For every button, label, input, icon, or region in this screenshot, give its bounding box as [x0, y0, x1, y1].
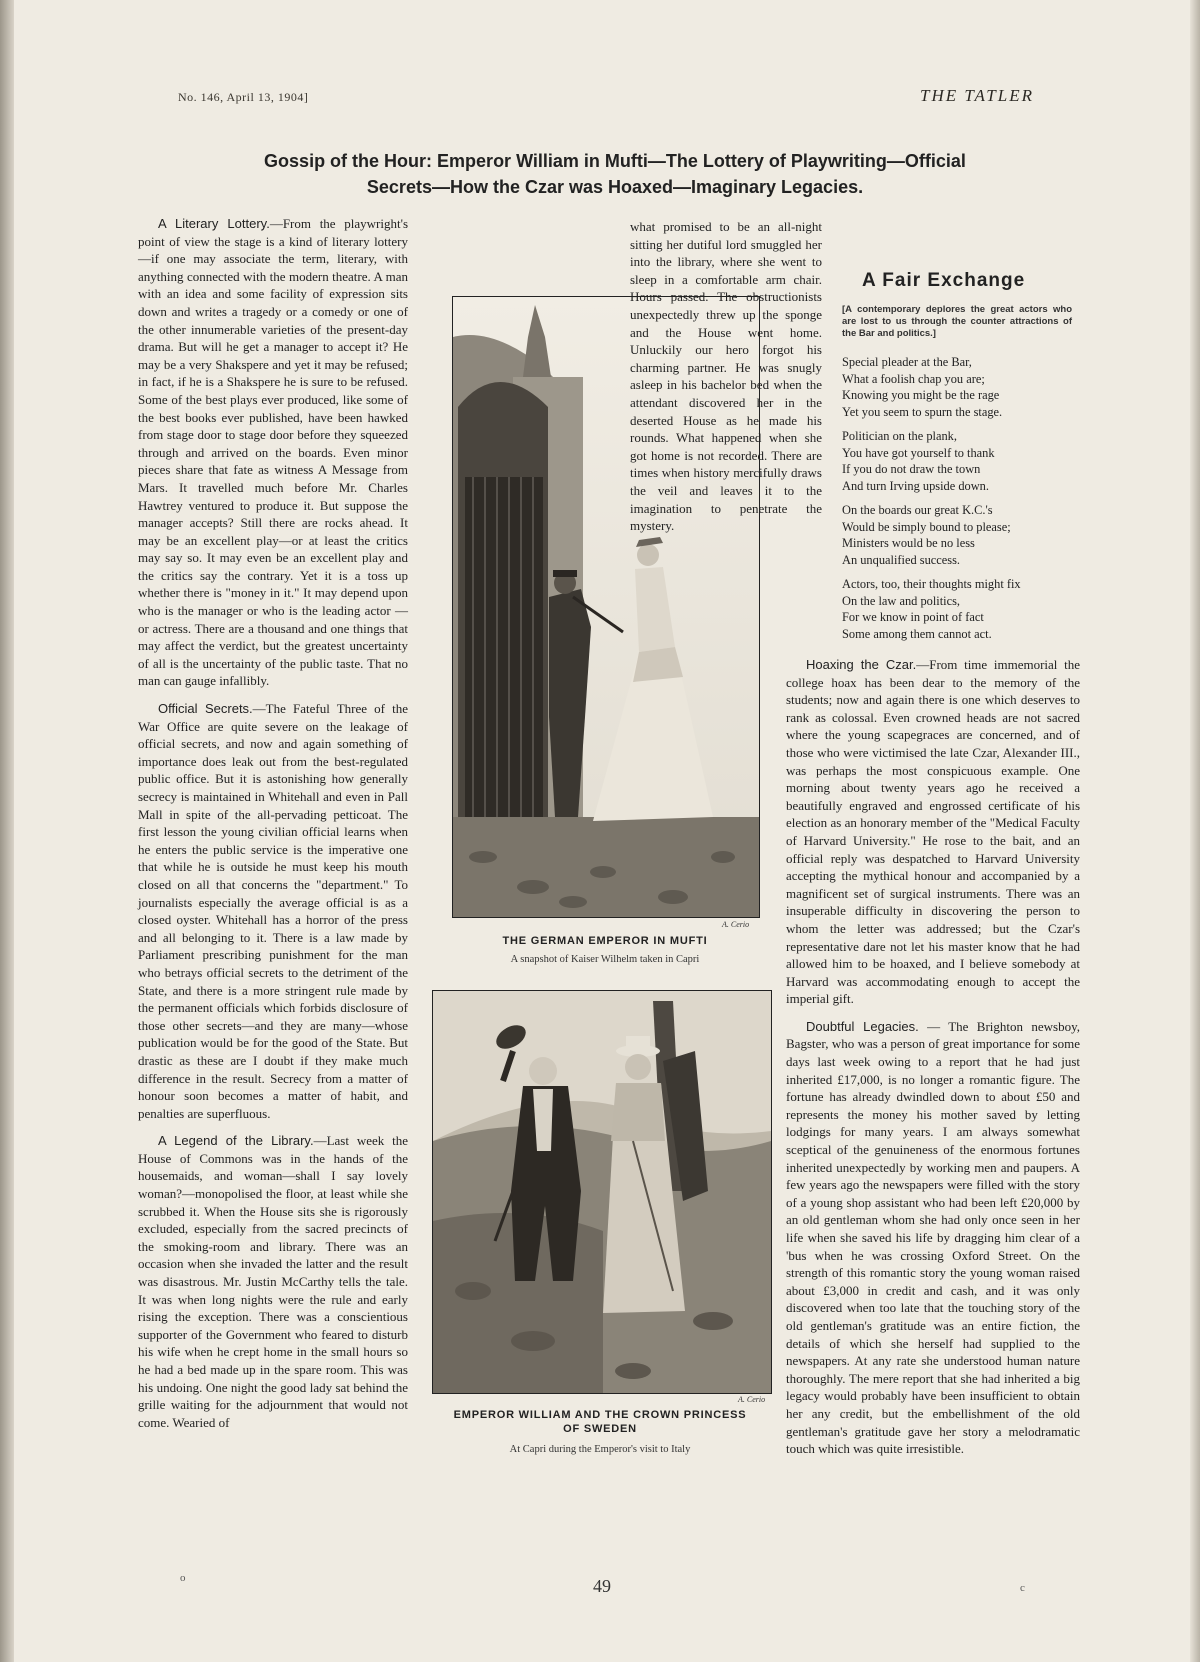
poem-stanza	[842, 502, 1092, 568]
article-hoaxing-czar	[786, 656, 1080, 1008]
photo-subcaption: A snapshot of Kaiser Wilhelm taken in Capri	[510, 954, 700, 965]
poem-note: [A contemporary deplores the great actors who are lost to us through the counter attractions of the Bar and politics.]	[842, 304, 1072, 339]
column-left	[138, 215, 408, 1441]
poem-line: Would be simply bound to please;	[842, 519, 1011, 534]
article-body: —Last week the House of Commons was in the hands of the housemaids, and woman—shall I say lovely woman?—monopolised the floor, at least while she scrubbed it. When the House sits she is rigorously excluded, especially from the sacred precincts of the smoking-room and library. There was an occasion when she invaded the latter and the result was disastrous. Mr. Justin McCarthy tells the tale. It was when long nights were the rule and early rising the exception. There was a conscientious supporter of the Government who feared to disturb his wife when he crept home in the small hours so he had a bed made up in the spare room. This was his undoing. One night the good lady sat behind the grille waiting for the adjournment that would not come. Wearied of	[138, 1133, 408, 1430]
poem-line: What a foolish chap you are;	[842, 371, 985, 386]
article-official-secrets	[138, 700, 408, 1122]
page-mark-right: c	[1020, 1582, 1025, 1594]
poem-line: An unqualified success.	[842, 552, 961, 567]
poem-line: Ministers would be no less	[842, 536, 975, 550]
photo-caption-line-1: EMPEROR WILLIAM AND THE CROWN PRINCESS	[453, 1409, 747, 1421]
article-body: —From the playwright's point of view the stage is a kind of literary lottery—if one may associate the term, literary, with anything connected with the modern theatre. A man with an idea and some facility of expression sits down and writes a tragedy or a comedy or one of the other innumerable varieties of the present-day drama. But will he get a manager to accept it? He may be a very Shakspere and yet it may be refused; in fact, if he is a Shakspere he is sure to be refused. Some of the best plays ever produced, like some of the best books ever published, have been hawked from stage door to stage door before they squeezed through and arrived on the boards. Even minor pieces share that fate as witness A Message from Mars. It travelled much before Mr. Charles Hawtrey ventured to produce it. But suppose the manager accepts? Still there are rocks ahead. It may be an excellent play—or at least the critics may say so. It may even be an excellent play and the critics say the contrary. Yet it is a toss up whether there is "money in it." It may depend upon who is the manager or who is the leading actor —or actress. There are a thousand and one things that may affect the verdict, but the greatest uncertainty of all is the uncertainty of the public taste. That no man can gauge infallibly.	[138, 216, 409, 689]
poem-line: Some among them cannot act.	[842, 626, 992, 641]
poem-line: Actors, too, their thoughts might fix	[842, 577, 1021, 591]
photo-emperor-and-princess	[432, 990, 772, 1394]
poem-line: You have got yourself to thank	[842, 445, 995, 460]
poem-line: If you do not draw the town	[842, 462, 981, 476]
page-mark-left: o	[180, 1572, 186, 1584]
photo-caption: THE GERMAN EMPEROR IN MUFTI	[502, 935, 708, 947]
poem-line: Knowing you might be the rage	[842, 388, 1000, 402]
poem-line: And turn Irving upside down.	[842, 478, 989, 493]
poem-line: For we know in point of fact	[842, 610, 984, 624]
poem-stanza	[842, 354, 1092, 420]
article-lead: A Legend of the Library.	[158, 1133, 314, 1149]
article-library-continued: what promised to be an all-night sitting her dutiful lord smuggled her into the library, where she went to sleep in a comfortable arm chair. Hours passed. The obstructionists unexpectedly threw up the sponge and the House went home. Unluckily our hero forgot his charming partner. He was snugly asleep in his bachelor bed when the attendant discovered her in the deserted House as he made his rounds. What happened when she got home is not recorded. There are times when history mercifully draws the veil and leaves it to the imagination to penetrate the mystery.	[630, 219, 822, 534]
poem-line: Special pleader at the Bar,	[842, 355, 972, 369]
headline-line-2: Secrets—How the Czar was Hoaxed—Imaginary Legacies.	[366, 177, 864, 197]
article-literary-lottery	[138, 215, 408, 690]
poem-stanza	[842, 576, 1092, 642]
poem-body	[842, 354, 1092, 650]
article-lead: Doubtful Legacies.	[806, 1018, 919, 1034]
article-body: —From time immemorial the college hoax has been dear to the memory of the students; now and again there is one which deserves to rank as colossal. Even crowned heads are not sacred where the young scapegraces are concerned, and of those who were victimised the late Czar, Alexander III., was perhaps the most conspicuous example. One morning about twenty years ago he received a beautifully engraved and engrossed certificate of his election as an honorary member of the "Medical Faculty of Harvard University." He rose to the bait, and an official reply was despatched to Harvard University accepting the mythical honour and accompanied by a magnificent set of surgical instruments. There was an insuperable difficulty in discovering the person to whom the letter was addressed; but the Czar's representative dare not let his master know that he had allowed him to be hoaxed, and I believe somebody at Harvard was accommodating enough to accept the imperial gift.	[786, 657, 1080, 1007]
page-right-edge	[1190, 0, 1200, 1662]
photo-caption-line-2: OF SWEDEN	[563, 1423, 637, 1435]
poem-line: Yet you seem to spurn the stage.	[842, 404, 1003, 419]
article-legend-library	[138, 1132, 408, 1431]
column-right-lower	[786, 656, 1080, 1468]
page-spine	[0, 0, 14, 1662]
issue-line: No. 146, April 13, 1904]	[178, 90, 309, 104]
masthead: THE TATLER	[920, 86, 1034, 105]
article-doubtful-legacies	[786, 1018, 1080, 1458]
photo-caption	[420, 1408, 780, 1436]
page-number: 49	[593, 1576, 611, 1596]
photo-credit: A. Cerio	[722, 920, 750, 929]
poem-line: On the law and politics,	[842, 593, 961, 608]
page-headline	[150, 148, 1080, 200]
article-lead: Official Secrets.	[158, 701, 253, 717]
headline-line-1: Gossip of the Hour: Emperor William in Mufti—The Lottery of Playwriting—Official	[264, 151, 966, 171]
poem-title: A Fair Exchange	[862, 270, 1026, 291]
photo-image	[433, 991, 771, 1393]
photo-credit: A. Cerio	[738, 1395, 766, 1404]
article-lead: Hoaxing the Czar.	[806, 657, 917, 672]
article-lead: A Literary Lottery.	[158, 216, 270, 231]
article-body: —The Fateful Three of the War Office are quite severe on the leakage of official secrets, and now and again something of importance does leak out from the best-regulated public office. But it is astonishing how generally secrecy is maintained in Whitehall and even in Pall Mall in spite of the all-pervading petticoat. The first lesson the young civilian official learns when he enters the public service is the imperative one that while he is outside he must keep his mouth closed on all that concerns the "department." To journalists especially the average official is as a closed oyster. Whitehall has a horror of the press and all belonging to it. There is a law made by Parliament prescribing punishment for the man who betrays official secrets to the detriment of the State, and there is a more stringent rule made by the permanent officials which forbids disclosure of those other secrets—and they are many—whose publication would be for the good of the State. But drastic as these are I doubt if they make much difference in the result. Secrecy from a matter of honour soon becomes a matter of habit, and penalties are superfluous.	[138, 701, 408, 1121]
poem-stanza	[842, 428, 1092, 494]
column-middle-text	[630, 218, 822, 545]
poem-line: On the boards our great K.C.'s	[842, 503, 993, 517]
poem-line: Politician on the plank,	[842, 429, 957, 443]
article-body: — The Brighton newsboy, Bagster, who was a person of great importance for some days last week owing to a report that he had just inherited £17,000, is no longer a romantic figure. The fortune has already dwindled down to about £50 and represents the money his mother saved by letting lodgings for many years. I am always somewhat sceptical of the genuineness of the enormous fortunes inherited unexpectedly by working men and paupers. A few years ago the newspapers were filled with the story of a young shop assistant who had been left £20,000 by an old gentleman whom she had only once seen in her life when she saved his life by dragging him clear of a 'bus when he was crossing Oxford Street. On the strength of this romantic story the young woman raised about £3,000 in credit and cash, and it was only discovered when too late that the touching story of the old gentleman's gratitude was an entire fiction, the details of which she herself had supplied to the newspapers. At any rate she understood human nature thoroughly. The mere report that she had inherited a big legacy would probably have been insufficient to obtain her any credit, but the embellishment of the old gentleman's gratitude gave her story a melodramatic touch which was quite irresistible.	[786, 1018, 1080, 1457]
photo-subcaption: At Capri during the Emperor's visit to Italy	[509, 1444, 691, 1455]
